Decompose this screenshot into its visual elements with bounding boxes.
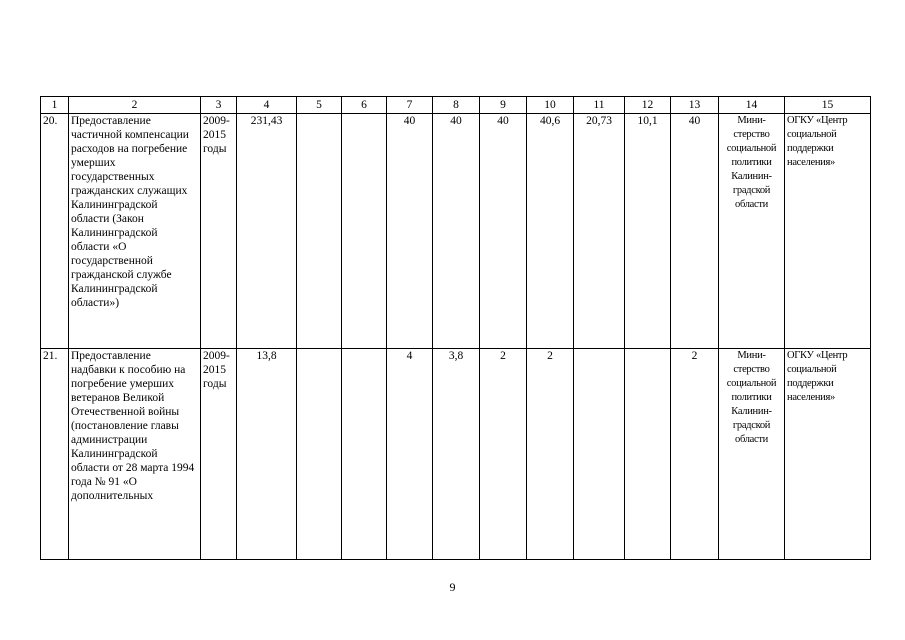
value-cell: 40,6 xyxy=(527,114,574,349)
column-header: 10 xyxy=(527,97,574,114)
value-cell: 2 xyxy=(480,349,527,560)
value-cell xyxy=(342,349,387,560)
participant-cell: ОГКУ «Центр социальной поддержки населения» xyxy=(785,114,871,349)
column-header: 7 xyxy=(387,97,433,114)
value-cell xyxy=(342,114,387,349)
participant-cell: ОГКУ «Центр социальной поддержки населения» xyxy=(785,349,871,560)
value-cell: 20,73 xyxy=(574,114,625,349)
column-header: 14 xyxy=(719,97,785,114)
value-cell: 10,1 xyxy=(625,114,671,349)
column-header: 8 xyxy=(433,97,480,114)
total-amount-cell: 13,8 xyxy=(237,349,297,560)
column-header: 6 xyxy=(342,97,387,114)
column-number-row xyxy=(41,97,871,114)
period-cell: 2009-2015 годы xyxy=(201,349,237,560)
column-header: 3 xyxy=(201,97,237,114)
value-cell: 4 xyxy=(387,349,433,560)
row-number: 20. xyxy=(41,114,69,349)
column-header: 12 xyxy=(625,97,671,114)
column-header: 15 xyxy=(785,97,871,114)
value-cell: 40 xyxy=(387,114,433,349)
page-number: 9 xyxy=(449,580,456,594)
value-cell xyxy=(574,349,625,560)
responsible-executor-cell: Мини-стерство социальной политики Калинин-градской области xyxy=(719,114,785,349)
column-header: 11 xyxy=(574,97,625,114)
column-header: 9 xyxy=(480,97,527,114)
value-cell xyxy=(297,349,342,560)
measure-name: Предоставление частичной компенсации расходов на погребение умерших государственных гражданских служащих Калининградской области (Закон Калининградской области «О государственной гражданской службе Калининградской области») xyxy=(69,114,201,349)
table-row xyxy=(41,349,871,560)
value-cell: 40 xyxy=(480,114,527,349)
column-header: 5 xyxy=(297,97,342,114)
value-cell: 40 xyxy=(433,114,480,349)
column-header: 1 xyxy=(41,97,69,114)
value-cell: 2 xyxy=(527,349,574,560)
row-number: 21. xyxy=(41,349,69,560)
value-cell xyxy=(625,349,671,560)
total-amount-cell: 231,43 xyxy=(237,114,297,349)
value-cell xyxy=(297,114,342,349)
column-header: 2 xyxy=(69,97,201,114)
table-row xyxy=(41,114,871,349)
responsible-executor-cell: Мини-стерство социальной политики Калинин-градской области xyxy=(719,349,785,560)
value-cell: 3,8 xyxy=(433,349,480,560)
measure-name: Предоставление надбавки к пособию на погребение умерших ветеранов Великой Отечественной войны (постановление главы администрации Калининградской области от 28 марта 1994 года № 91 «О дополнительных xyxy=(69,349,201,560)
program-table xyxy=(40,96,871,560)
value-cell: 40 xyxy=(671,114,719,349)
value-cell: 2 xyxy=(671,349,719,560)
period-cell: 2009-2015 годы xyxy=(201,114,237,349)
column-header: 13 xyxy=(671,97,719,114)
column-header: 4 xyxy=(237,97,297,114)
